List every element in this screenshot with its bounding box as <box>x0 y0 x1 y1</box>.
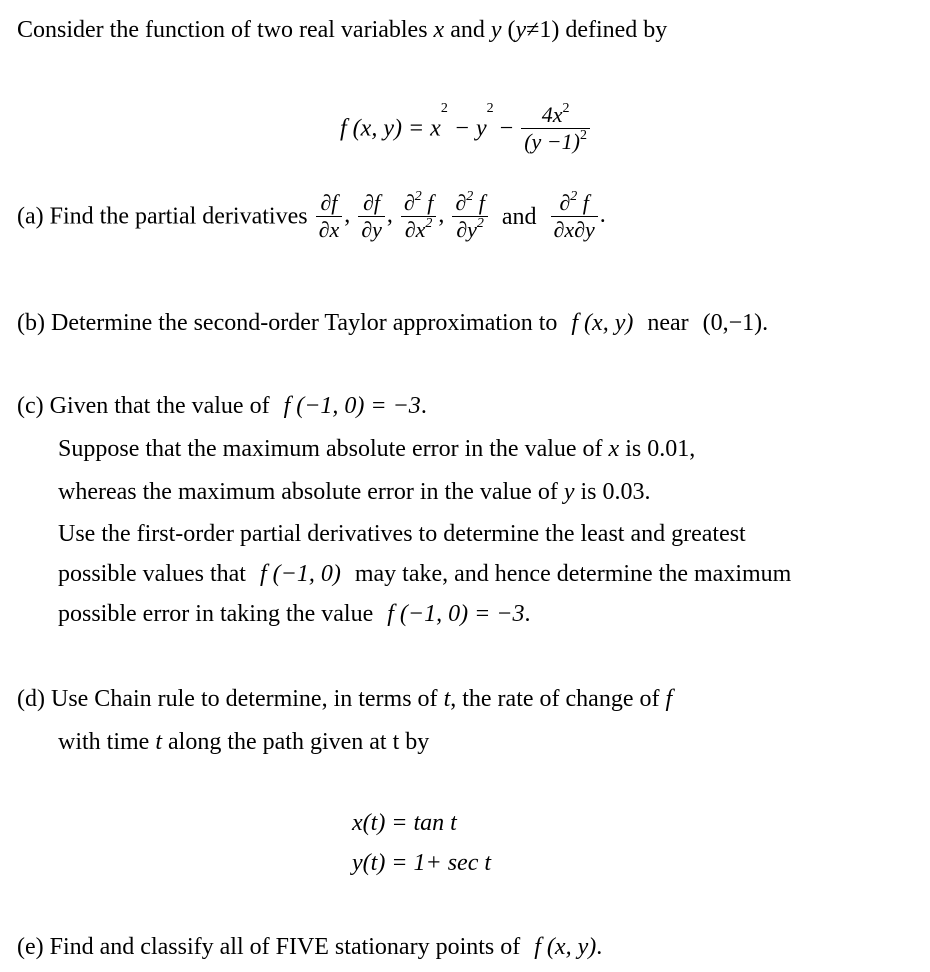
part-c-line-1: (c) Given that the value of f (−1, 0) = −3. <box>17 393 427 419</box>
derivative-fxy: $\frac{\partial^2 f}{\partial x\partial y}$ <box>551 192 598 241</box>
part-a: (a) Find the partial derivatives $\frac{\partial f}{\partial x}$ , $\frac{\partial f}{\partial y}$ , $\frac{\partial^2 f}{\partial x^2}$ , $\frac{\partial^2 f}{\partial y^2}$ and $\frac{\partial^2 f}{\partial x\partial y}$ . <box>17 189 606 242</box>
part-a-label: (a) Find the partial derivatives <box>17 203 308 230</box>
function-fraction: $\frac{4x^2}{(y -1)^2}$ <box>521 104 590 153</box>
part-e: (e) Find and classify all of FIVE stationary points of f (x, y). <box>17 934 603 960</box>
function-definition: f (x, $y) = x^2 - y^2$ − $\frac{4x^2}{(y -1)^2}$ <box>340 104 592 153</box>
part-b: (b) Determine the second-order Taylor approximation to f (x, y) near (0,−1). <box>17 310 769 336</box>
part-c-line-5: possible values that f (−1, 0) may take, and hence determine the maximum <box>58 561 792 587</box>
part-c-line-4: Use the first-order partial derivatives to determine the least and greatest <box>58 521 746 547</box>
part-c-line-2: Suppose that the maximum absolute error in the value of x is 0.01, <box>58 436 696 462</box>
function-lhs: f (x, y) = x <box>340 115 441 142</box>
function-mid: − y <box>447 115 487 142</box>
derivative-fyy: $\frac{\partial^2 f}{\partial y^2}$ <box>452 192 488 241</box>
part-d-line-1: (d) Use Chain rule to determine, in terms of t, the rate of change of f <box>17 686 673 712</box>
derivative-fy: $\frac{\partial f}{\partial y}$ <box>358 192 385 241</box>
path-equation-y: y(t) = 1+ sec t <box>352 850 492 876</box>
part-c-line-6: possible error in taking the value f (−1, 0) = −3. <box>58 601 531 627</box>
intro-sentence: Consider the function of two real variables x and y (y≠1) defined by <box>17 17 668 43</box>
part-c-line-3: whereas the maximum absolute error in the value of y is 0.03. <box>58 479 651 505</box>
derivative-fxx: $\frac{\partial^2 f}{\partial x^2}$ <box>401 192 437 241</box>
part-d-line-2: with time t along the path given at t by <box>58 729 430 755</box>
path-equation-x: x(t) = tan t <box>352 810 457 836</box>
derivative-fx: $\frac{\partial f}{\partial x}$ <box>316 192 343 241</box>
